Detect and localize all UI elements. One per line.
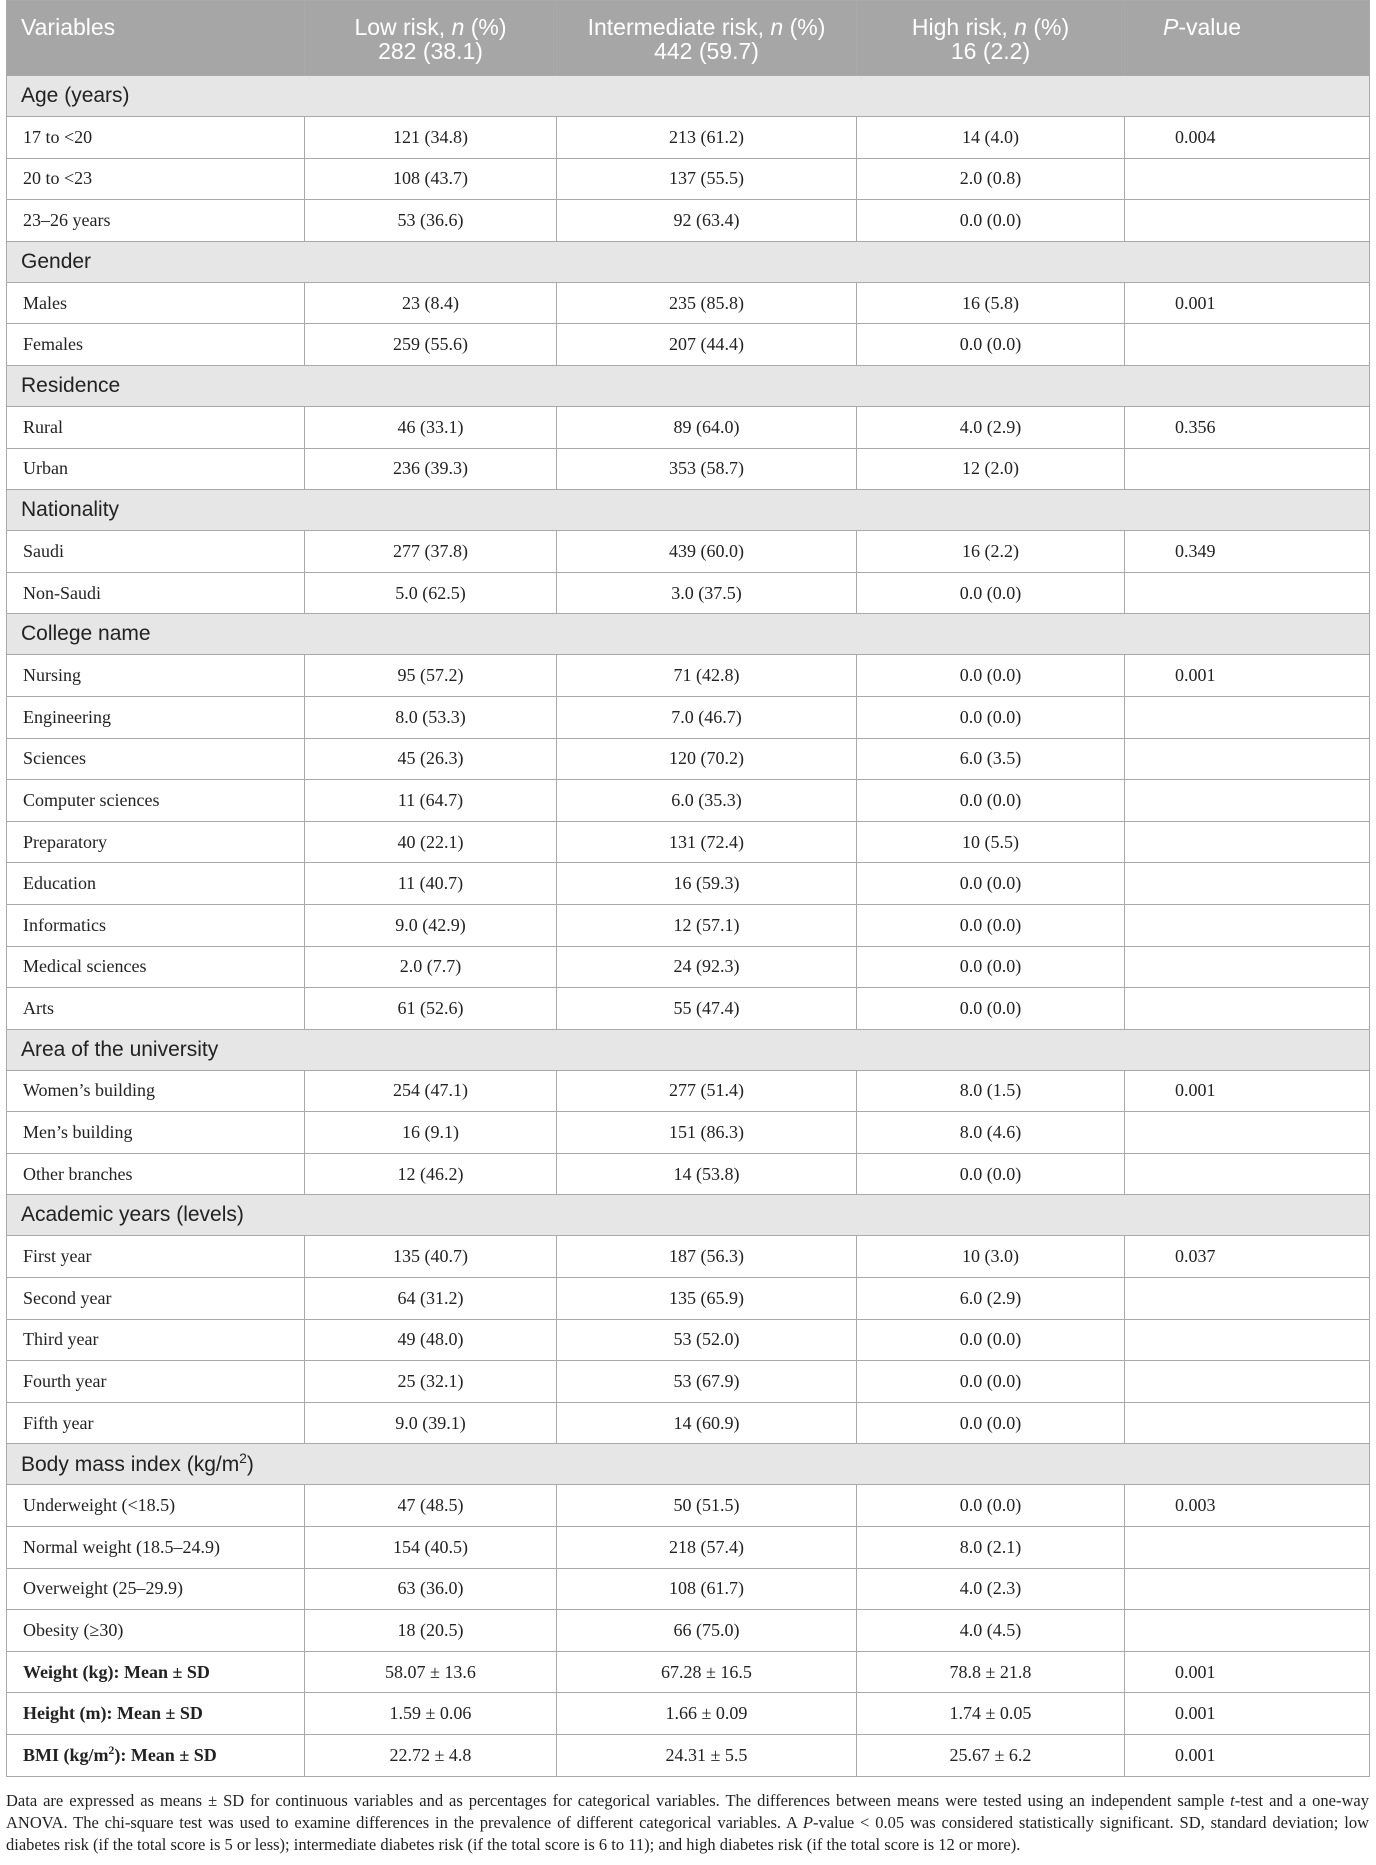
intermediate-risk-cell: 353 (58.7): [557, 448, 857, 490]
high-risk-cell: 0.0 (0.0): [857, 696, 1125, 738]
intermediate-risk-cell: 3.0 (37.5): [557, 572, 857, 614]
p-value-cell: 0.001: [1125, 1735, 1370, 1777]
low-risk-cell: 254 (47.1): [305, 1070, 557, 1112]
p-value-cell: 0.001: [1125, 1693, 1370, 1735]
high-risk-cell: 0.0 (0.0): [857, 655, 1125, 697]
intermediate-risk-cell: 137 (55.5): [557, 158, 857, 200]
high-risk-cell: 1.74 ± 0.05: [857, 1693, 1125, 1735]
table-row: [7, 572, 1370, 614]
low-risk-cell: 8.0 (53.3): [305, 696, 557, 738]
p-value-cell: [1125, 696, 1370, 738]
row-label: Females: [7, 324, 305, 366]
section-header: [7, 365, 1370, 406]
p-value-cell: [1125, 863, 1370, 905]
row-label: 20 to <23: [7, 158, 305, 200]
section-title: Nationality: [7, 490, 1370, 531]
p-value-cell: [1125, 1278, 1370, 1320]
summary-row: [7, 1651, 1370, 1693]
row-label: Education: [7, 863, 305, 905]
p-value-cell: 0.003: [1125, 1485, 1370, 1527]
table-row: [7, 1112, 1370, 1154]
intermediate-risk-cell: 55 (47.4): [557, 988, 857, 1030]
section-header: [7, 490, 1370, 531]
intermediate-risk-cell: 108 (61.7): [557, 1568, 857, 1610]
row-label: Fourth year: [7, 1361, 305, 1403]
intermediate-risk-cell: 24.31 ± 5.5: [557, 1735, 857, 1777]
table-row: [7, 282, 1370, 324]
high-risk-cell: 0.0 (0.0): [857, 1402, 1125, 1444]
low-risk-cell: 236 (39.3): [305, 448, 557, 490]
section-header: [7, 241, 1370, 282]
high-risk-cell: 4.0 (2.3): [857, 1568, 1125, 1610]
low-risk-cell: 95 (57.2): [305, 655, 557, 697]
table-row: [7, 1153, 1370, 1195]
p-value-cell: [1125, 1568, 1370, 1610]
table-row: [7, 531, 1370, 573]
intermediate-risk-cell: 53 (67.9): [557, 1361, 857, 1403]
p-value-cell: [1125, 780, 1370, 822]
row-label: Overweight (25–29.9): [7, 1568, 305, 1610]
high-risk-cell: 0.0 (0.0): [857, 1485, 1125, 1527]
p-value-cell: [1125, 821, 1370, 863]
low-risk-cell: 18 (20.5): [305, 1610, 557, 1652]
high-risk-cell: 16 (5.8): [857, 282, 1125, 324]
high-risk-cell: 10 (5.5): [857, 821, 1125, 863]
high-risk-cell: 0.0 (0.0): [857, 780, 1125, 822]
low-risk-cell: 40 (22.1): [305, 821, 557, 863]
section-title: Residence: [7, 365, 1370, 406]
table-row: [7, 324, 1370, 366]
row-label: First year: [7, 1236, 305, 1278]
row-label: Saudi: [7, 531, 305, 573]
low-risk-cell: 46 (33.1): [305, 406, 557, 448]
low-risk-cell: 154 (40.5): [305, 1527, 557, 1569]
table-row: [7, 1402, 1370, 1444]
row-label: Medical sciences: [7, 946, 305, 988]
section-title: Gender: [7, 241, 1370, 282]
intermediate-risk-cell: 207 (44.4): [557, 324, 857, 366]
header-variables: Variables: [7, 1, 305, 76]
p-value-cell: [1125, 1153, 1370, 1195]
p-value-cell: [1125, 158, 1370, 200]
p-value-cell: [1125, 1319, 1370, 1361]
row-label: Fifth year: [7, 1402, 305, 1444]
low-risk-cell: 1.59 ± 0.06: [305, 1693, 557, 1735]
header-p-value: P-value: [1125, 1, 1370, 76]
low-risk-cell: 12 (46.2): [305, 1153, 557, 1195]
intermediate-risk-cell: 14 (60.9): [557, 1402, 857, 1444]
p-value-cell: [1125, 1361, 1370, 1403]
high-risk-cell: 0.0 (0.0): [857, 1153, 1125, 1195]
header-high-risk: High risk, n (%) 16 (2.2): [857, 1, 1125, 76]
low-risk-cell: 9.0 (42.9): [305, 904, 557, 946]
table-row: [7, 946, 1370, 988]
table-row: [7, 738, 1370, 780]
section-header: [7, 614, 1370, 655]
table-row: [7, 1319, 1370, 1361]
table-row: [7, 821, 1370, 863]
low-risk-cell: 135 (40.7): [305, 1236, 557, 1278]
summary-row: [7, 1735, 1370, 1777]
p-value-cell: 0.001: [1125, 1651, 1370, 1693]
low-risk-cell: 11 (40.7): [305, 863, 557, 905]
summary-row: [7, 1693, 1370, 1735]
table-row: [7, 200, 1370, 242]
row-label: Engineering: [7, 696, 305, 738]
section-title: Age (years): [7, 76, 1370, 117]
p-value-cell: 0.349: [1125, 531, 1370, 573]
row-label: Preparatory: [7, 821, 305, 863]
table-row: [7, 904, 1370, 946]
low-risk-cell: 45 (26.3): [305, 738, 557, 780]
p-value-cell: [1125, 1527, 1370, 1569]
row-label: Urban: [7, 448, 305, 490]
high-risk-cell: 0.0 (0.0): [857, 863, 1125, 905]
p-value-cell: [1125, 904, 1370, 946]
table-row: [7, 1568, 1370, 1610]
high-risk-cell: 2.0 (0.8): [857, 158, 1125, 200]
high-risk-cell: 6.0 (3.5): [857, 738, 1125, 780]
row-label: BMI $(kg/m^2)$: Mean ± SD: [7, 1735, 305, 1777]
high-risk-cell: 0.0 (0.0): [857, 324, 1125, 366]
p-value-cell: [1125, 572, 1370, 614]
low-risk-cell: 9.0 (39.1): [305, 1402, 557, 1444]
table-row: [7, 780, 1370, 822]
p-value-cell: [1125, 1112, 1370, 1154]
table-row: [7, 1070, 1370, 1112]
header-intermediate-risk: Intermediate risk, n (%) 442 (59.7): [557, 1, 857, 76]
high-risk-cell: 14 (4.0): [857, 117, 1125, 159]
high-risk-cell: 6.0 (2.9): [857, 1278, 1125, 1320]
low-risk-cell: 121 (34.8): [305, 117, 557, 159]
intermediate-risk-cell: 218 (57.4): [557, 1527, 857, 1569]
section-header: [7, 1195, 1370, 1236]
intermediate-risk-cell: 135 (65.9): [557, 1278, 857, 1320]
p-value-cell: [1125, 738, 1370, 780]
row-label: Informatics: [7, 904, 305, 946]
low-risk-cell: 259 (55.6): [305, 324, 557, 366]
table-row: [7, 117, 1370, 159]
intermediate-risk-cell: 151 (86.3): [557, 1112, 857, 1154]
high-risk-cell: 4.0 (2.9): [857, 406, 1125, 448]
table-row: [7, 1278, 1370, 1320]
p-value-cell: [1125, 448, 1370, 490]
high-risk-cell: 8.0 (1.5): [857, 1070, 1125, 1112]
high-risk-cell: 0.0 (0.0): [857, 1361, 1125, 1403]
p-value-cell: [1125, 988, 1370, 1030]
high-risk-cell: 0.0 (0.0): [857, 946, 1125, 988]
intermediate-risk-cell: 12 (57.1): [557, 904, 857, 946]
intermediate-risk-cell: 14 (53.8): [557, 1153, 857, 1195]
section-title: Area of the university: [7, 1029, 1370, 1070]
table-row: [7, 1527, 1370, 1569]
low-risk-cell: 108 (43.7): [305, 158, 557, 200]
intermediate-risk-cell: 277 (51.4): [557, 1070, 857, 1112]
low-risk-cell: 47 (48.5): [305, 1485, 557, 1527]
high-risk-cell: 16 (2.2): [857, 531, 1125, 573]
low-risk-cell: 58.07 ± 13.6: [305, 1651, 557, 1693]
intermediate-risk-cell: 71 (42.8): [557, 655, 857, 697]
section-title: Body mass index $(kg/m^2)$: [7, 1444, 1370, 1485]
low-risk-cell: 64 (31.2): [305, 1278, 557, 1320]
high-risk-cell: 8.0 (4.6): [857, 1112, 1125, 1154]
low-risk-cell: 23 (8.4): [305, 282, 557, 324]
row-label: 17 to <20: [7, 117, 305, 159]
row-label: Computer sciences: [7, 780, 305, 822]
header-low-risk: Low risk, n (%) 282 (38.1): [305, 1, 557, 76]
p-value-cell: 0.356: [1125, 406, 1370, 448]
table-row: [7, 406, 1370, 448]
row-label: 23–26 years: [7, 200, 305, 242]
low-risk-cell: 2.0 (7.7): [305, 946, 557, 988]
low-risk-cell: 16 (9.1): [305, 1112, 557, 1154]
p-value-cell: 0.001: [1125, 1070, 1370, 1112]
high-risk-cell: 8.0 (2.1): [857, 1527, 1125, 1569]
intermediate-risk-cell: 7.0 (46.7): [557, 696, 857, 738]
row-label: Third year: [7, 1319, 305, 1361]
row-label: Nursing: [7, 655, 305, 697]
intermediate-risk-cell: 16 (59.3): [557, 863, 857, 905]
intermediate-risk-cell: 6.0 (35.3): [557, 780, 857, 822]
row-label: Normal weight (18.5–24.9): [7, 1527, 305, 1569]
table-row: [7, 158, 1370, 200]
p-value-cell: 0.004: [1125, 117, 1370, 159]
low-risk-cell: 11 (64.7): [305, 780, 557, 822]
row-label: Weight (kg): Mean ± SD: [7, 1651, 305, 1693]
low-risk-cell: 22.72 ± 4.8: [305, 1735, 557, 1777]
intermediate-risk-cell: 439 (60.0): [557, 531, 857, 573]
table-wrapper: [6, 0, 1369, 1777]
p-value-cell: [1125, 1610, 1370, 1652]
section-header: [7, 1444, 1370, 1485]
high-risk-cell: 0.0 (0.0): [857, 200, 1125, 242]
low-risk-cell: 5.0 (62.5): [305, 572, 557, 614]
table-row: [7, 1361, 1370, 1403]
p-value-cell: [1125, 324, 1370, 366]
high-risk-cell: 12 (2.0): [857, 448, 1125, 490]
intermediate-risk-cell: 53 (52.0): [557, 1319, 857, 1361]
low-risk-cell: 63 (36.0): [305, 1568, 557, 1610]
intermediate-risk-cell: 187 (56.3): [557, 1236, 857, 1278]
table-row: [7, 863, 1370, 905]
intermediate-risk-cell: 131 (72.4): [557, 821, 857, 863]
intermediate-risk-cell: 120 (70.2): [557, 738, 857, 780]
table-row: [7, 1610, 1370, 1652]
section-title: Academic years (levels): [7, 1195, 1370, 1236]
p-value-cell: [1125, 1402, 1370, 1444]
row-label: Women’s building: [7, 1070, 305, 1112]
row-label: Obesity (≥30): [7, 1610, 305, 1652]
table-row: [7, 1236, 1370, 1278]
table-footnote: Data are expressed as means ± SD for continuous variables and as percentages for categorical variables. The differences between means were tested using an independent sample t-test and a one-way ANOVA. The chi-square test was used to examine differences in the prevalence of different categorical variables. A P-value < 0.05 was considered statistically significant. SD, standard deviation; low diabetes risk (if the total score is 5 or less); intermediate diabetes risk (if the total score is 6 to 11); and high diabetes risk (if the total score is 12 or more).: [6, 1791, 1370, 1854]
row-label: Men’s building: [7, 1112, 305, 1154]
intermediate-risk-cell: 235 (85.8): [557, 282, 857, 324]
p-value-cell: 0.037: [1125, 1236, 1370, 1278]
row-label: Arts: [7, 988, 305, 1030]
table-row: [7, 448, 1370, 490]
row-label: Height (m): Mean ± SD: [7, 1693, 305, 1735]
row-label: Underweight (<18.5): [7, 1485, 305, 1527]
intermediate-risk-cell: 1.66 ± 0.09: [557, 1693, 857, 1735]
high-risk-cell: 4.0 (4.5): [857, 1610, 1125, 1652]
high-risk-cell: 0.0 (0.0): [857, 988, 1125, 1030]
table-body: [7, 76, 1370, 1777]
row-label: Second year: [7, 1278, 305, 1320]
table-header: [7, 1, 1370, 76]
p-value-cell: 0.001: [1125, 282, 1370, 324]
high-risk-cell: 25.67 ± 6.2: [857, 1735, 1125, 1777]
high-risk-cell: 0.0 (0.0): [857, 904, 1125, 946]
intermediate-risk-cell: 50 (51.5): [557, 1485, 857, 1527]
high-risk-cell: 78.8 ± 21.8: [857, 1651, 1125, 1693]
low-risk-cell: 61 (52.6): [305, 988, 557, 1030]
p-value-cell: [1125, 946, 1370, 988]
diabetes-risk-table: [6, 0, 1370, 1777]
row-label: Non-Saudi: [7, 572, 305, 614]
high-risk-cell: 0.0 (0.0): [857, 572, 1125, 614]
high-risk-cell: 0.0 (0.0): [857, 1319, 1125, 1361]
high-risk-cell: 10 (3.0): [857, 1236, 1125, 1278]
table-row: [7, 655, 1370, 697]
intermediate-risk-cell: 213 (61.2): [557, 117, 857, 159]
row-label: Rural: [7, 406, 305, 448]
low-risk-cell: 277 (37.8): [305, 531, 557, 573]
low-risk-cell: 25 (32.1): [305, 1361, 557, 1403]
intermediate-risk-cell: 89 (64.0): [557, 406, 857, 448]
row-label: Sciences: [7, 738, 305, 780]
table-row: [7, 696, 1370, 738]
intermediate-risk-cell: 67.28 ± 16.5: [557, 1651, 857, 1693]
table-row: [7, 988, 1370, 1030]
low-risk-cell: 49 (48.0): [305, 1319, 557, 1361]
section-header: [7, 76, 1370, 117]
row-label: Other branches: [7, 1153, 305, 1195]
p-value-cell: 0.001: [1125, 655, 1370, 697]
low-risk-cell: 53 (36.6): [305, 200, 557, 242]
intermediate-risk-cell: 66 (75.0): [557, 1610, 857, 1652]
section-header: [7, 1029, 1370, 1070]
row-label: Males: [7, 282, 305, 324]
section-title: College name: [7, 614, 1370, 655]
intermediate-risk-cell: 92 (63.4): [557, 200, 857, 242]
table-row: [7, 1485, 1370, 1527]
intermediate-risk-cell: 24 (92.3): [557, 946, 857, 988]
p-value-cell: [1125, 200, 1370, 242]
